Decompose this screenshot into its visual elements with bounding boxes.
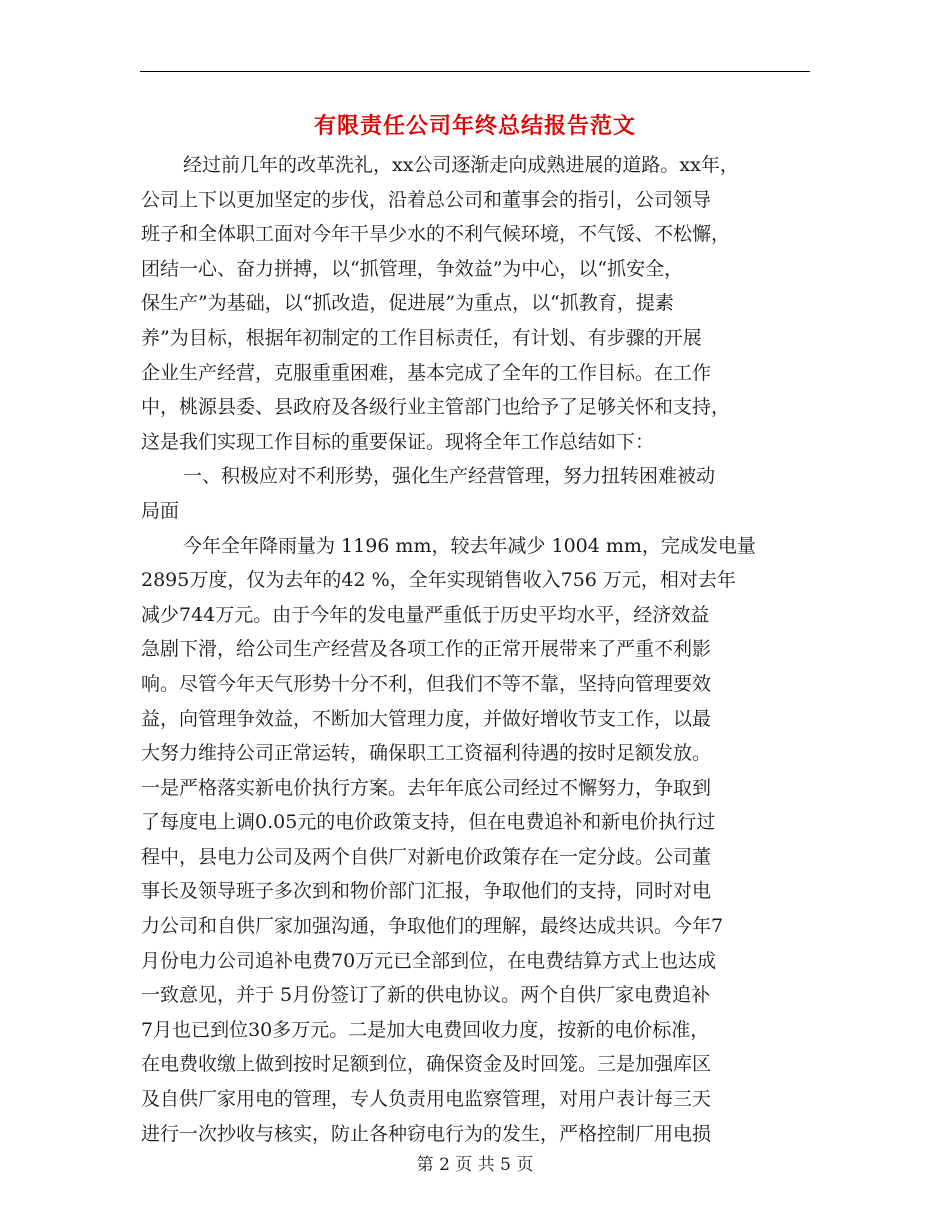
- paragraph-line: 力公司和自供厂家加强沟通，争取他们的理解，最终达成共识。今年7: [141, 915, 724, 938]
- paragraph-line: 这是我们实现工作目标的重要保证。现将全年工作总结如下：: [141, 430, 655, 453]
- paragraph-line: 一致意见，并于 5月份签订了新的供电协议。两个自供厂家电费追补: [141, 984, 711, 1007]
- paragraph-line: 企业生产经营，克服重重困难，基本完成了全年的工作目标。在工作: [141, 361, 712, 384]
- paragraph-line: 在电费收缴上做到按时足额到位，确保资金及时回笼。三是加强库区: [141, 1053, 712, 1076]
- paragraph-line: 及自供厂家用电的管理，专人负责用电监察管理，对用户表计每三天: [141, 1088, 712, 1111]
- paragraph-line: 班子和全体职工面对今年干旱少水的不利气候环境，不气馁、不松懈，: [141, 223, 731, 246]
- paragraph-line: 团结一心、奋力拼搏，以“抓管理，争效益”为中心，以“抓安全，: [141, 257, 684, 280]
- paragraph-line: 进行一次抄收与核实，防止各种窃电行为的发生，严格控制厂用电损: [141, 1122, 712, 1145]
- paragraph-line: 保生产”为基础，以“抓改造，促进展”为重点，以“抓教育，提素: [141, 292, 674, 315]
- paragraph-line: 经过前几年的改革洗礼，xx公司逐渐走向成熟进展的道路。xx年，: [183, 154, 739, 176]
- paragraph-line: 急剧下滑，给公司生产经营及各项工作的正常开展带来了严重不利影: [141, 638, 712, 661]
- paragraph-line: 7月也已到位30多万元。二是加大电费回收力度，按新的电价标准，: [141, 1018, 710, 1041]
- paragraph-line: 中，桃源县委、县政府及各级行业主管部门也给予了足够关怀和支持，: [141, 396, 731, 419]
- paragraph-line: 了每度电上调0.05元的电价政策支持，但在电费追补和新电价执行过: [141, 811, 716, 834]
- section-heading-line: 一、积极应对不利形势，强化生产经营管理，努力扭转困难被动: [183, 465, 716, 488]
- document-body: [141, 148, 811, 1151]
- paragraph-line: 一是严格落实新电价执行方案。去年年底公司经过不懈努力，争取到: [141, 776, 712, 799]
- paragraph-line: 响。尽管今年天气形势十分不利，但我们不等不靠，坚持向管理要效: [141, 672, 712, 695]
- paragraph-line: 养”为目标，根据年初制定的工作目标责任，有计划、有步骤的开展: [141, 326, 702, 349]
- paragraph-line: 公司上下以更加坚定的步伐，沿着总公司和董事会的指引，公司领导: [141, 188, 712, 211]
- paragraph-line: 月份电力公司追补电费70万元已全部到位，在电费结算方式上也达成: [141, 949, 717, 972]
- paragraph-line: 2895万度，仅为去年的42 %，全年实现销售收入756 万元，相对去年: [141, 569, 736, 592]
- paragraph-line: 今年全年降雨量为 1196 mm，较去年减少 1004 mm，完成发电量: [183, 534, 756, 557]
- paragraph-line: 事长及领导班子多次到和物价部门汇报，争取他们的支持，同时对电: [141, 880, 712, 903]
- page-number: 第 2 页 共 5 页: [416, 1155, 534, 1175]
- paragraph-line: 程中，县电力公司及两个自供厂对新电价政策存在一定分歧。公司董: [141, 845, 712, 868]
- section-heading-line: 局面: [141, 499, 180, 522]
- header-rule: [140, 71, 810, 72]
- paragraph-line: 减少744万元。由于今年的发电量严重低于历史平均水平，经济效益: [141, 603, 710, 626]
- paragraph-line: 大努力维持公司正常运转，确保职工工资福利待遇的按时足额发放。: [141, 742, 712, 765]
- document-title: 有限责任公司年终总结报告范文: [313, 113, 636, 139]
- paragraph-line: 益，向管理争效益，不断加大管理力度，并做好增收节支工作，以最: [141, 707, 712, 730]
